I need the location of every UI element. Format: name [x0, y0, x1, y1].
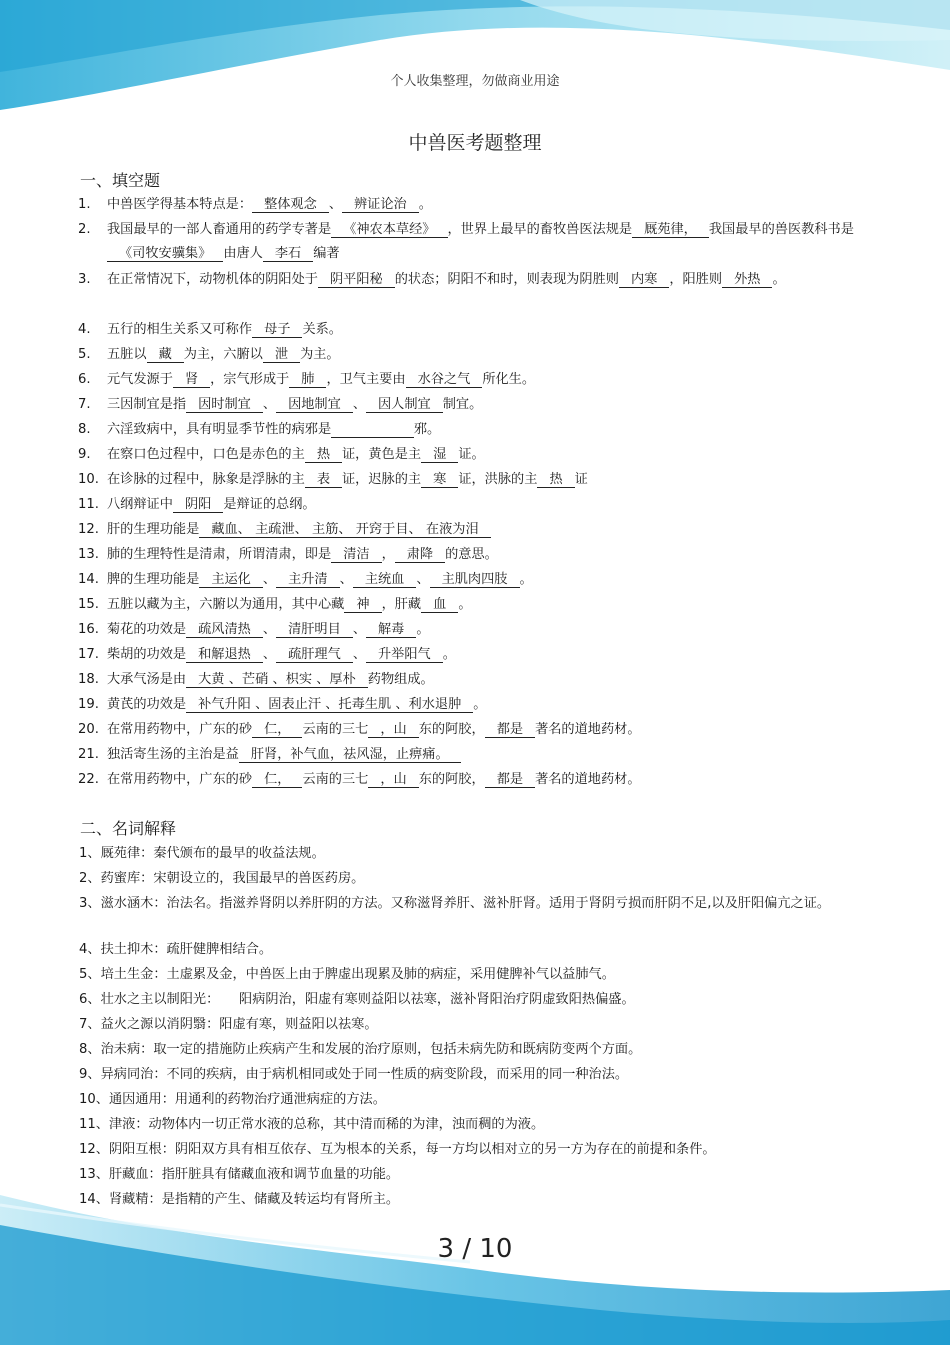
question-fragment: 编著 — [313, 246, 340, 261]
question-text — [107, 747, 888, 772]
question-number: 13. — [78, 547, 99, 562]
question-text — [107, 522, 888, 547]
answer-blank: ，山 — [368, 773, 418, 788]
question-fragment: 独活寄生汤的主治是益 — [107, 747, 239, 762]
definition-item: 5、培土生金：土虚累及金，中兽医上由于脾虚出现累及肺的病症，采用健脾补气以益肺气。 — [79, 967, 615, 982]
question-text — [107, 697, 888, 722]
answer-blank: 寒 — [421, 473, 458, 488]
question-fragment: 元气发源于 — [107, 372, 173, 387]
question-fragment: 证，黄色是主 — [342, 447, 422, 462]
question-fragment: ，宗气形成于 — [210, 372, 290, 387]
question-fragment: 云南的三七 — [302, 722, 369, 737]
question-list — [78, 197, 888, 797]
question-item — [78, 672, 888, 697]
question-fragment: 、 — [262, 647, 277, 662]
definition-item: 8、治未病：取一定的措施防止疾病产生和发展的治疗原则，包括未病先防和既病防变两个方面。 — [79, 1042, 642, 1057]
answer-blank: 因时制宜 — [186, 398, 263, 413]
question-text — [107, 447, 888, 472]
answer-blank: 藏 — [147, 348, 184, 363]
question-fragment: ，世界上最早的畜牧兽医法规是 — [447, 222, 633, 237]
answer-blank: 内寒 — [619, 273, 669, 288]
question-fragment: 肺的生理特性是清肃，所谓清肃，即是 — [107, 547, 332, 562]
question-fragment: 柴胡的功效是 — [107, 647, 187, 662]
question-number: 11. — [78, 497, 99, 512]
question-fragment: 为主。 — [300, 347, 340, 362]
question-number: 4. — [78, 322, 91, 337]
question-fragment: 、 — [352, 397, 366, 412]
question-fragment: 、 — [352, 622, 366, 637]
definition-item: 6、壮水之主以制阳光： 阳病阴治，阳虚有寒则益阳以祛寒，滋补肾阳治疗阴虚致阳热偏盛。 — [79, 992, 635, 1007]
question-fragment: 六淫致病中，具有明显季节性的病邪是 — [107, 422, 332, 437]
question-number: 2. — [78, 222, 91, 237]
question-text — [107, 572, 888, 597]
question-fragment: 由唐人 — [223, 246, 263, 261]
definition-item: 1、厩苑律：秦代颁布的最早的收益法规。 — [79, 846, 325, 861]
question-text — [107, 772, 888, 797]
question-number: 21. — [78, 747, 99, 762]
answer-blank: 肝肾，补气血，祛风湿，止痹痛。 — [239, 748, 461, 763]
question-number: 17. — [78, 647, 99, 662]
answer-blank: 《司牧安骥集》 — [107, 247, 223, 262]
question-number: 7. — [78, 397, 91, 412]
question-fragment: 的状态；阴阳不和时，则表现为阴胜则 — [394, 272, 619, 287]
question-item — [78, 597, 888, 622]
definition-item: 2、药蜜库：宋朝设立的，我国最早的兽医药房。 — [79, 871, 365, 886]
question-text — [107, 622, 888, 647]
question-text — [107, 647, 888, 672]
question-fragment: 、 — [262, 622, 277, 637]
question-item — [78, 722, 888, 747]
question-fragment: 大承气汤是由 — [107, 672, 187, 687]
question-fragment: 著名的道地药材。 — [535, 772, 641, 787]
question-item — [78, 322, 888, 347]
answer-blank: 主统血 — [353, 573, 417, 588]
definition-item: 14、肾藏精：是指精的产生、储藏及转运均有肾所主。 — [79, 1192, 400, 1207]
answer-blank: 《神农本草经》 — [331, 223, 447, 238]
question-number: 14. — [78, 572, 99, 587]
question-fragment: 关系。 — [302, 322, 342, 337]
question-item — [78, 647, 888, 672]
question-text — [107, 722, 888, 747]
question-fragment: 。 — [772, 272, 786, 287]
answer-blank: 阴平阳秘 — [318, 273, 395, 288]
answer-blank: 因人制宜 — [366, 398, 443, 413]
question-fragment: 菊花的功效是 — [107, 622, 187, 637]
definition-list — [79, 846, 869, 1217]
question-fragment: 是辩证的总纲。 — [223, 497, 316, 512]
answer-blank: 都是 — [485, 723, 535, 738]
question-item — [78, 272, 888, 322]
answer-blank: 主升清 — [276, 573, 340, 588]
question-fragment: 、 — [262, 572, 277, 587]
question-item — [78, 747, 888, 772]
answer-blank: 因地制宜 — [276, 398, 353, 413]
question-fragment: 在察口色过程中，口色是赤色的主 — [107, 447, 305, 462]
question-number: 10. — [78, 472, 99, 487]
question-fragment: 五脏以 — [107, 347, 147, 362]
question-fragment: 在常用药物中，广东的砂 — [107, 722, 253, 737]
definition-item: 10、通因通用：用通利的药物治疗通泄病症的方法。 — [79, 1092, 386, 1107]
answer-blank: 辨证论治 — [342, 198, 419, 213]
question-fragment: 五脏以藏为主，六腑以为通用，其中心藏 — [107, 597, 345, 612]
answer-blank: 神 — [344, 598, 381, 613]
question-fragment: 云南的三七 — [302, 772, 369, 787]
answer-blank: 肾 — [173, 373, 210, 388]
question-item — [78, 347, 888, 372]
question-fragment: 证。 — [458, 447, 485, 462]
question-fragment: 黄芪的功效是 — [107, 697, 187, 712]
answer-blank: 仁， — [252, 723, 302, 738]
section-heading-definitions: 二、名词解释 — [80, 819, 177, 838]
document-title: 中兽医考题整理 — [408, 132, 542, 154]
answer-blank: 湿 — [421, 448, 458, 463]
question-item — [78, 397, 888, 422]
question-number: 20. — [78, 722, 99, 737]
question-number: 15. — [78, 597, 99, 612]
question-text — [107, 268, 888, 322]
question-item — [78, 472, 888, 497]
answer-blank — [331, 423, 414, 438]
question-fragment: 著名的道地药材。 — [535, 722, 641, 737]
question-fragment: 中兽医学得基本特点是： — [107, 197, 253, 212]
definition-item: 11、津液：动物体内一切正常水液的总称，其中清而稀的为津，浊而稠的为液。 — [79, 1117, 545, 1132]
answer-blank: 主肌肉四肢 — [430, 573, 520, 588]
definition-item: 4、扶土抑木：疏肝健脾相结合。 — [79, 942, 273, 957]
question-fragment: 、 — [339, 572, 353, 587]
question-fragment: 药物组成。 — [367, 672, 434, 687]
question-fragment: 、 — [352, 647, 366, 662]
question-fragment: 。 — [416, 622, 430, 637]
question-fragment: 在常用药物中，广东的砂 — [107, 772, 253, 787]
answer-blank: 大黄 、芒硝 、枳实 、厚朴 — [186, 673, 368, 688]
question-text — [107, 218, 888, 272]
question-fragment: 。 — [418, 197, 432, 212]
question-item — [78, 497, 888, 522]
question-item — [78, 522, 888, 547]
answer-blank: 补气升阳 、固表止汗 、托毒生肌 、利水退肿 — [186, 698, 473, 713]
question-fragment: 。 — [442, 647, 456, 662]
question-text — [107, 672, 888, 697]
definition-item: 12、阴阳互根：阴阳双方具有相互依存、互为根本的关系，每一方均以相对立的另一方为存在的前提和条件。 — [79, 1142, 716, 1157]
question-fragment: 所化生。 — [482, 372, 536, 387]
question-fragment: 肝的生理功能是 — [107, 522, 200, 537]
question-fragment: ，卫气主要由 — [326, 372, 406, 387]
answer-blank: 外热 — [722, 273, 772, 288]
question-fragment: 邪。 — [413, 422, 441, 437]
answer-blank: 解毒 — [366, 623, 416, 638]
question-fragment: 东的阿胶， — [418, 722, 485, 737]
question-fragment: ， — [381, 547, 395, 562]
answer-blank: 和解退热 — [186, 648, 263, 663]
answer-blank: 阴阳 — [173, 498, 223, 513]
answer-blank: ，山 — [368, 723, 418, 738]
answer-blank: 仁， — [252, 773, 302, 788]
question-item — [78, 572, 888, 597]
definition-item: 13、肝藏血：指肝脏具有储藏血液和调节血量的功能。 — [79, 1167, 400, 1182]
question-fragment: 在诊脉的过程中，脉象是浮脉的主 — [107, 472, 305, 487]
question-number: 1. — [78, 197, 91, 212]
question-text — [107, 397, 888, 422]
question-fragment: ，阳胜则 — [669, 272, 723, 287]
question-number: 16. — [78, 622, 99, 637]
answer-blank: 肃降 — [395, 548, 445, 563]
question-fragment: 。 — [458, 597, 472, 612]
answer-blank: 升举阳气 — [366, 648, 443, 663]
question-fragment: 在正常情况下，动物机体的阴阳处于 — [107, 272, 318, 287]
question-number: 6. — [78, 372, 91, 387]
answer-blank: 热 — [537, 473, 574, 488]
question-item — [78, 422, 888, 447]
question-fragment: 的意思。 — [445, 547, 498, 562]
question-fragment: 为主，六腑以 — [183, 347, 263, 362]
answer-blank: 清肝明目 — [276, 623, 353, 638]
definition-item: 9、异病同治：不同的疾病，由于病机相同或处于同一性质的病变阶段，而采用的同一种治法。 — [79, 1067, 629, 1082]
answer-blank: 母子 — [252, 323, 302, 338]
question-fragment: 证 — [574, 472, 588, 487]
definition-item: 7、益火之源以消阴翳：阳虚有寒，则益阳以祛寒。 — [79, 1017, 378, 1032]
question-fragment: 、 — [416, 572, 430, 587]
answer-blank: 李石 — [263, 247, 313, 262]
answer-blank: 藏血、 主疏泄、 主筋、 开窍于目、 在液为泪 — [199, 523, 490, 538]
question-fragment: 证，迟脉的主 — [342, 472, 422, 487]
question-fragment: 八纲辩证中 — [107, 497, 173, 512]
section-heading-fill-blank: 一、填空题 — [80, 171, 161, 190]
question-item — [78, 622, 888, 647]
answer-blank: 疏肝理气 — [276, 648, 353, 663]
question-fragment: 制宜。 — [442, 397, 483, 412]
question-number: 9. — [78, 447, 91, 462]
answer-blank: 疏风清热 — [186, 623, 263, 638]
question-fragment: 、 — [328, 197, 342, 212]
question-item — [78, 772, 888, 797]
page-header: 个人收集整理，勿做商业用途 — [390, 74, 560, 89]
question-text — [107, 472, 888, 497]
answer-blank: 水谷之气 — [406, 373, 483, 388]
question-number: 3. — [78, 272, 91, 287]
question-number: 22. — [78, 772, 99, 787]
question-text — [107, 322, 888, 347]
answer-blank: 血 — [421, 598, 458, 613]
question-text — [107, 497, 888, 522]
question-item — [78, 547, 888, 572]
question-text — [107, 547, 888, 572]
question-fragment: 我国最早的兽医教科书是 — [708, 222, 854, 237]
question-number: 18. — [78, 672, 99, 687]
question-fragment: 。 — [519, 572, 533, 587]
question-text — [107, 422, 888, 447]
question-fragment: 三因制宜是指 — [107, 397, 187, 412]
answer-blank: 热 — [305, 448, 342, 463]
question-fragment: 。 — [473, 697, 487, 712]
question-fragment: 五行的相生关系又可称作 — [107, 322, 253, 337]
answer-blank: 肺 — [289, 373, 326, 388]
answer-blank: 表 — [305, 473, 342, 488]
question-number: 5. — [78, 347, 91, 362]
question-number: 12. — [78, 522, 99, 537]
answer-blank: 整体观念 — [252, 198, 329, 213]
question-fragment: ，肝藏 — [381, 597, 422, 612]
question-fragment: 东的阿胶， — [418, 772, 485, 787]
question-fragment: 我国最早的一部人畜通用的药学专著是 — [107, 222, 332, 237]
question-item — [78, 372, 888, 397]
answer-blank: 清洁 — [331, 548, 381, 563]
answer-blank: 厩苑律， — [632, 223, 709, 238]
question-text — [107, 372, 888, 397]
question-fragment: 证，洪脉的主 — [458, 472, 538, 487]
question-item — [78, 447, 888, 472]
answer-blank: 主运化 — [199, 573, 263, 588]
question-item — [78, 222, 888, 272]
question-fragment: 脾的生理功能是 — [107, 572, 200, 587]
question-fragment: 、 — [262, 397, 277, 412]
page-number: 3 / 10 — [437, 1234, 513, 1264]
question-text — [107, 597, 888, 622]
question-number: 19. — [78, 697, 99, 712]
question-text — [107, 347, 888, 372]
question-item — [78, 697, 888, 722]
answer-blank: 都是 — [485, 773, 535, 788]
definition-item: 3、滋水涵木：治法名。指滋养肾阴以养肝阴的方法。又称滋肾养肝、滋补肝肾。适用于肾阴亏损而肝阴不足,以及肝阳偏亢之证。 — [79, 896, 831, 911]
answer-blank: 泄 — [263, 348, 300, 363]
question-number: 8. — [78, 422, 91, 437]
